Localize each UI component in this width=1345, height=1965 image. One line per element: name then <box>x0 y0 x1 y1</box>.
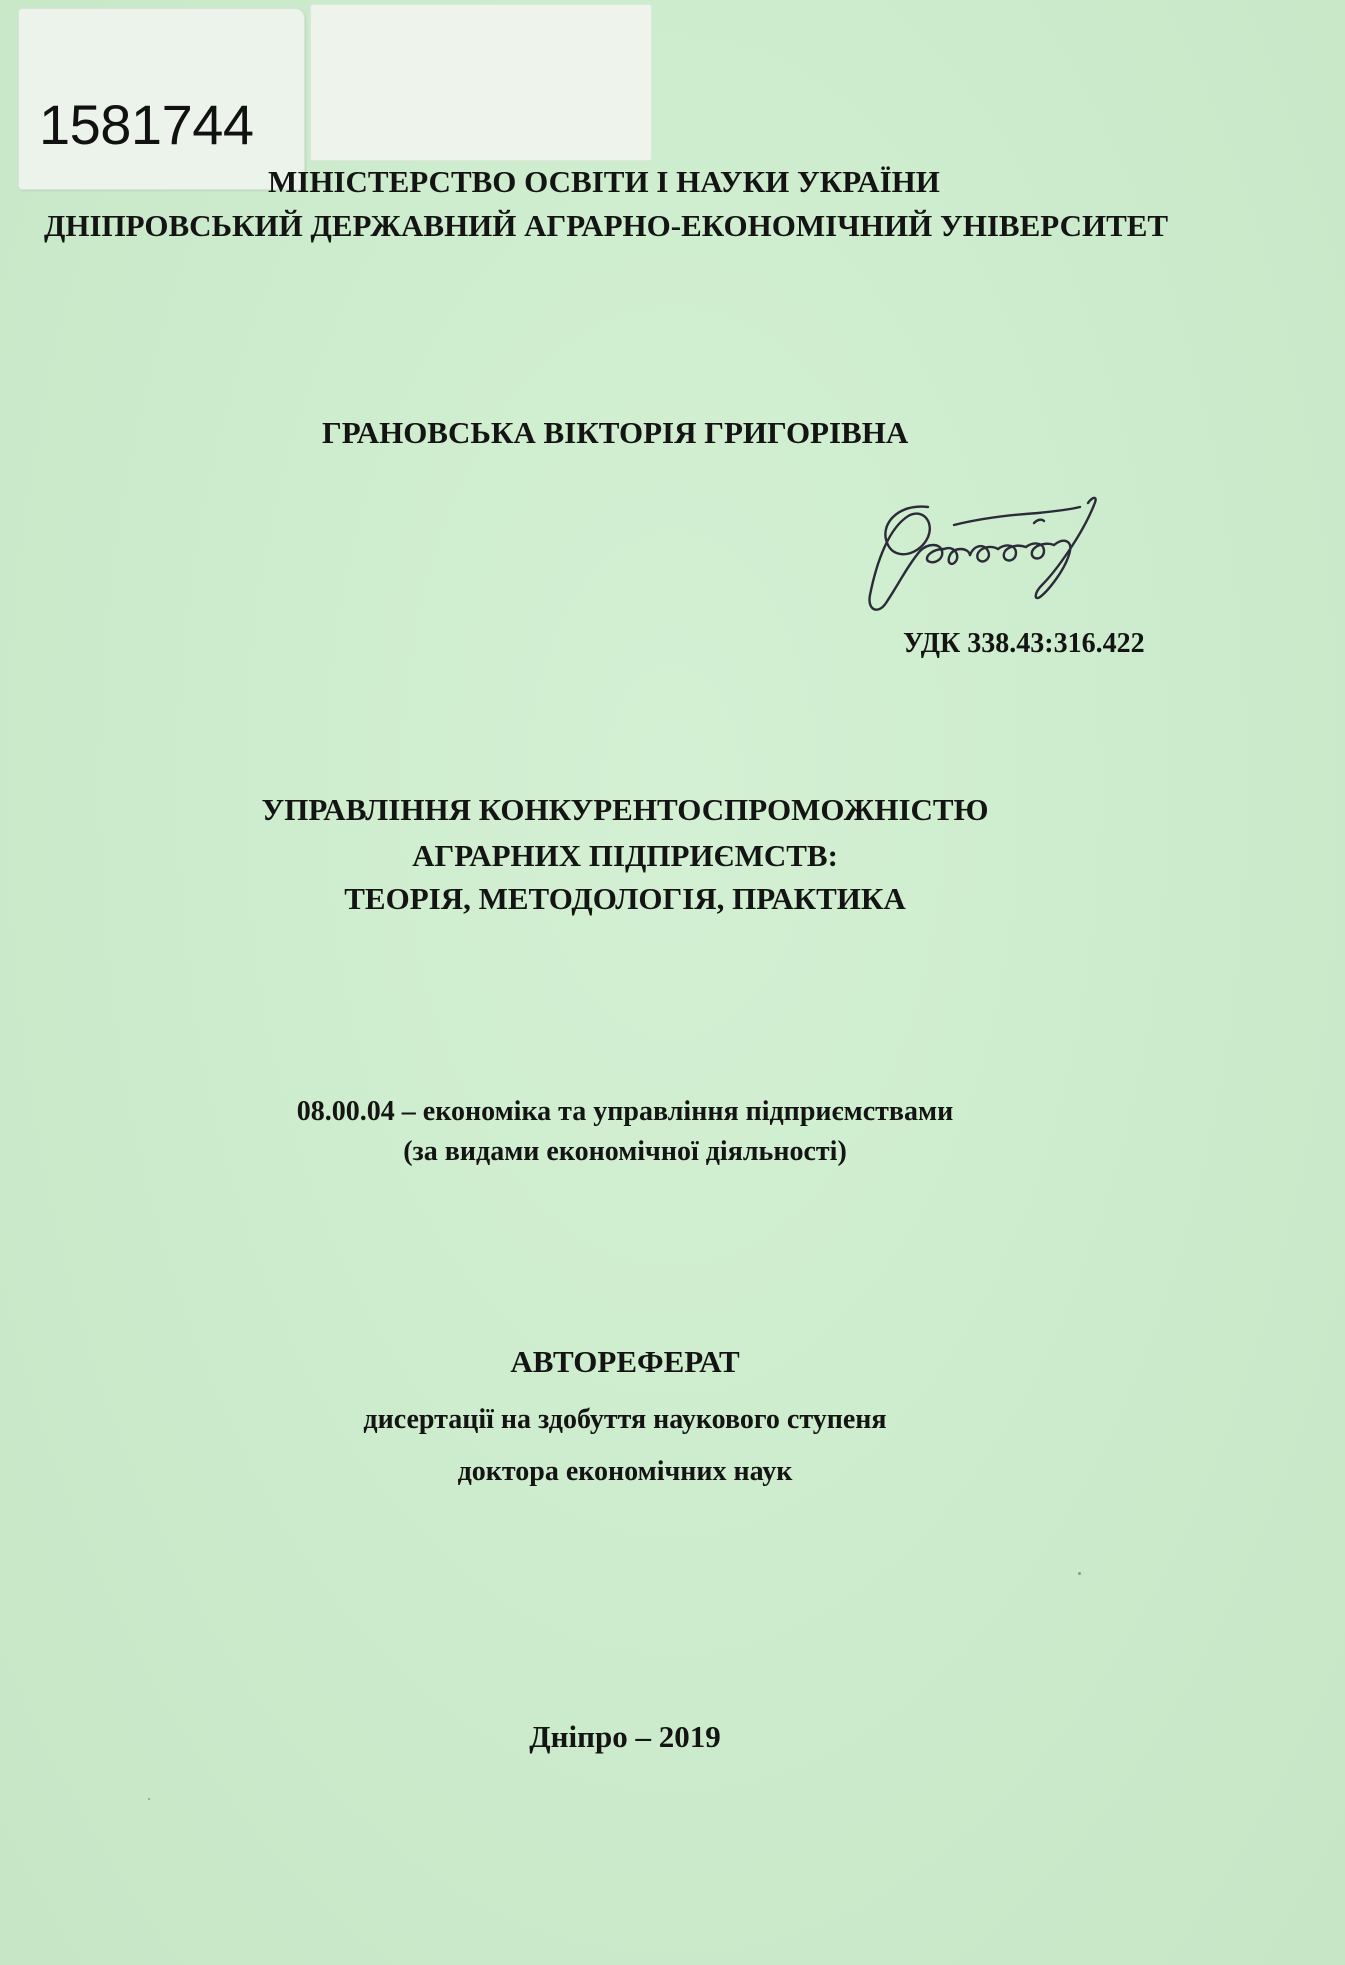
dissertation-title-line-3: ТЕОРІЯ, МЕТОДОЛОГІЯ, ПРАКТИКА <box>344 881 906 916</box>
university-name: ДНІПРОВСЬКИЙ ДЕРЖАВНИЙ АГРАРНО-ЕКОНОМІЧНИЙ УНІВЕРСИТЕТ <box>44 208 1169 243</box>
degree-line-2: доктора економічних наук <box>457 1456 793 1487</box>
dissertation-title-line-1: УПРАВЛІННЯ КОНКУРЕНТОСПРОМОЖНІСТЮ <box>261 792 989 827</box>
paper-speck <box>148 1798 150 1800</box>
paper-speck <box>1078 1572 1081 1575</box>
specialty-note: (за видами економічної діяльності) <box>403 1136 847 1167</box>
ministry-name: МІНІСТЕРСТВО ОСВІТИ І НАУКИ УКРАЇНИ <box>268 164 940 199</box>
udk-code: УДК 338.43:316.422 <box>903 628 1145 659</box>
library-sticker <box>18 8 305 190</box>
abstract-heading: АВТОРЕФЕРАТ <box>510 1344 740 1379</box>
signature-icon <box>858 485 1148 625</box>
blank-label <box>310 4 652 161</box>
city-and-year: Дніпро – 2019 <box>529 1719 721 1754</box>
dissertation-title-line-2: АГРАРНИХ ПІДПРИЄМСТВ: <box>412 838 838 873</box>
specialty-code: 08.00.04 – економіка та управління підприємствами <box>296 1096 954 1127</box>
degree-line-1: дисертації на здобуття наукового ступеня <box>363 1404 887 1435</box>
author-name: ГРАНОВСЬКА ВІКТОРІЯ ГРИГОРІВНА <box>322 415 909 450</box>
inventory-number: 1581744 <box>39 93 254 156</box>
